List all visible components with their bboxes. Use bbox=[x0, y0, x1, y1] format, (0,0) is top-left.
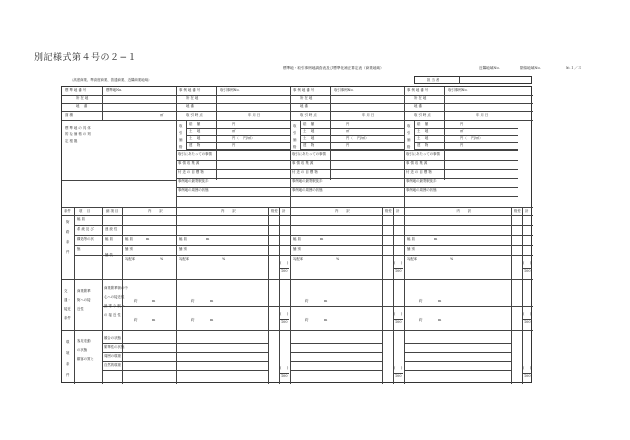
col1-value[interactable]: 取引事例No. bbox=[220, 88, 240, 92]
factor-block-1-pct: % bbox=[222, 257, 226, 261]
factor-block-2-total-label: 計 bbox=[396, 209, 400, 213]
factor-block-2-hundred-2: 100 bbox=[395, 374, 402, 378]
col2-land2: 土 地 bbox=[303, 136, 315, 140]
factor-block-2-score-label: 格差 bbox=[385, 209, 392, 213]
factor-block-2-paren-open-0: ( bbox=[394, 261, 396, 265]
factor-block-1-approx1-unit: m bbox=[210, 299, 214, 303]
factor-block-3-approx2: 約 bbox=[419, 318, 423, 322]
factor-block-1-hundred-2: 100 bbox=[281, 374, 288, 378]
factor-block-1-hundred-0: 100 bbox=[281, 269, 288, 273]
factor-block-0-env-2 bbox=[102, 361, 176, 362]
factor-block-3-left bbox=[404, 207, 405, 384]
col1-date: 年 月 日 bbox=[248, 113, 261, 117]
factor-block-3-score-label: 格差 bbox=[514, 209, 521, 213]
factor-block-1-paren-close-0: ) bbox=[287, 261, 289, 265]
factor-block-2-env-2 bbox=[290, 361, 382, 362]
factor-block-3-sub-1 bbox=[404, 235, 533, 236]
group-line-2 bbox=[62, 330, 533, 331]
col2-note-2: 付 近 の 目 標 物 bbox=[292, 170, 318, 174]
factor-top bbox=[62, 207, 533, 208]
factor-block-3-env-1 bbox=[404, 352, 511, 353]
factor-block-3-paren-open-1: ( bbox=[523, 312, 525, 316]
factor-block-2-env-1 bbox=[290, 352, 382, 353]
factor-block-1-mid-0 bbox=[176, 306, 290, 307]
street-pavement: 舗 装 bbox=[105, 253, 113, 257]
col3-price-bottom bbox=[404, 150, 518, 151]
factor-block-2-sub-3 bbox=[290, 255, 404, 256]
page-number: №.１／３ bbox=[566, 66, 582, 70]
factor-block-1-sub-3 bbox=[176, 255, 290, 256]
factor-block-2-width-unit: m bbox=[320, 237, 324, 241]
factor-block-1-left bbox=[176, 207, 177, 384]
col3-price-group: 取 引 価 格 bbox=[407, 124, 411, 149]
factor-block-1-width-unit: m bbox=[206, 237, 210, 241]
col1-bldg-unit: 円 bbox=[232, 143, 236, 147]
factor-block-2-sub-1 bbox=[290, 235, 404, 236]
factor-block-1-width: 幅 員 bbox=[179, 237, 187, 241]
col2-note-4: 事例地の周囲の状態 bbox=[292, 188, 323, 192]
col3-note-0: 取引にあたっての事情 bbox=[406, 152, 440, 156]
col1-row1: 地 番 bbox=[186, 104, 194, 108]
region-label: 近隣地域No. bbox=[479, 66, 500, 70]
factor-block-2-hundred-1: 100 bbox=[395, 320, 402, 324]
std-block-pct: % bbox=[160, 257, 164, 261]
col2-price-group: 取 引 価 格 bbox=[293, 124, 297, 149]
env-other-b: 繁華性の状態 bbox=[104, 345, 125, 349]
col1-land-unit: ㎡ bbox=[232, 129, 236, 133]
col1-price-line-0 bbox=[186, 128, 290, 129]
factor-block-2-pavement: 舗 別 bbox=[293, 247, 301, 251]
col3-row2: 取 引 時 点 bbox=[414, 113, 431, 117]
std-block-width-unit: m bbox=[146, 237, 150, 241]
col2-land: 土 地 bbox=[303, 129, 315, 133]
env-other-d: 自然的環境 bbox=[104, 363, 121, 367]
traffic-group: 交通・ 接近 条件 bbox=[64, 289, 71, 320]
col3-amount: 総 額 bbox=[417, 122, 429, 126]
factor-block-3-sub-3 bbox=[404, 255, 533, 256]
factor-block-2-approx2-unit: m bbox=[324, 318, 328, 322]
factor-block-0-env-1 bbox=[102, 352, 176, 353]
factor-block-0-env-3 bbox=[102, 370, 176, 371]
group-line-1 bbox=[62, 279, 533, 280]
factor-block-3-hundred-1: 100 bbox=[524, 320, 531, 324]
street-structure: 構造等の状 bbox=[77, 237, 94, 241]
col2-land2-unit: 円（ 円/㎡） bbox=[346, 136, 369, 140]
traffic-commerce: 商業繁華 街への接 近性 bbox=[77, 289, 91, 311]
factor-block-3-width-unit: m bbox=[434, 237, 438, 241]
factor-block-1-paren-open-2: ( bbox=[280, 366, 282, 370]
factor-block-3-sub-0 bbox=[404, 225, 533, 226]
factor-block-2-pct: % bbox=[336, 257, 340, 261]
col3-row0: 所 在 地 bbox=[414, 96, 427, 100]
factor-block-2-score bbox=[382, 207, 383, 384]
factor-block-1-gradient: 勾配率 bbox=[179, 257, 190, 261]
factor-block-3-total bbox=[522, 207, 523, 384]
col2-note-0: 取引にあたっての事情 bbox=[292, 152, 326, 156]
factor-v2 bbox=[102, 207, 103, 384]
factor-block-2-content: 内 訳 bbox=[335, 209, 350, 213]
col3-land2: 土 地 bbox=[417, 136, 429, 140]
factor-block-2-width: 幅 員 bbox=[293, 237, 301, 241]
col1-land2: 土 地 bbox=[189, 136, 201, 140]
factor-block-3-env-0 bbox=[404, 343, 511, 344]
inner-divider-1 bbox=[216, 87, 217, 180]
factor-block-1-hundred-1: 100 bbox=[281, 320, 288, 324]
col2-note-1: 事 情 収 集 源 bbox=[292, 161, 314, 165]
officer-label: 担 当 者 bbox=[427, 78, 440, 82]
factor-block-2-sub-0 bbox=[290, 225, 404, 226]
factor-block-3-score bbox=[511, 207, 512, 384]
col1-bldg: 建 物 bbox=[189, 143, 201, 147]
factor-block-0-sub-1 bbox=[74, 235, 176, 236]
factor-block-2-paren-open-2: ( bbox=[394, 366, 396, 370]
officer-divider bbox=[459, 77, 460, 84]
factor-block-3-mid-0 bbox=[404, 306, 533, 307]
survey-form bbox=[61, 86, 532, 383]
factor-block-3-approx1: 約 bbox=[419, 299, 423, 303]
factor-v1 bbox=[74, 207, 75, 384]
factor-block-2-sub-2 bbox=[290, 245, 404, 246]
factor-block-2-paren-close-1: ) bbox=[401, 312, 403, 316]
survey-types: （高度商業、準高度商業、普通商業、近隣商業地域） bbox=[70, 78, 152, 82]
factor-block-1-env-0 bbox=[176, 343, 268, 344]
form-subtitle: 標準地・取引事例地調査表及び標準化補正算定表（商業地域） bbox=[283, 66, 384, 70]
factor-block-3-paren-open-2: ( bbox=[523, 366, 525, 370]
col0-value[interactable]: 標準地No. bbox=[106, 88, 123, 92]
factor-col-detail: 細 項 目 bbox=[106, 209, 119, 213]
std-block-gradient: 勾配率 bbox=[125, 257, 136, 261]
col3-amount-unit: 円 bbox=[460, 122, 464, 126]
street-continuity: 連 続 性 bbox=[105, 227, 118, 231]
col3-date: 年 月 日 bbox=[476, 113, 489, 117]
form-title: 別記様式第４号の２−１ bbox=[34, 53, 138, 63]
col1-price-bottom bbox=[176, 150, 290, 151]
col0-valuation: 標 準 地 の 具 体 的 な 価 格 の 判 定 根 拠 bbox=[65, 126, 91, 143]
col1-amount-unit: 円 bbox=[232, 122, 236, 126]
factor-block-3-pavement: 舗 別 bbox=[407, 247, 415, 251]
col1-land: 土 地 bbox=[189, 129, 201, 133]
factor-block-1-total-label: 計 bbox=[282, 209, 286, 213]
factor-block-1-paren-close-1: ) bbox=[287, 312, 289, 316]
col2-heading: 事 例 地 番 号 bbox=[293, 88, 315, 92]
col3-price-line-0 bbox=[414, 128, 518, 129]
street-frontage: 幅 員 bbox=[105, 237, 113, 241]
col0-lot: 地 番 bbox=[76, 104, 88, 108]
factor-block-1-env-3 bbox=[176, 370, 268, 371]
col3-price-line-2 bbox=[414, 142, 518, 143]
factor-block-2-approx2: 約 bbox=[305, 318, 309, 322]
row-line-1 bbox=[62, 95, 533, 96]
factor-block-3-paren-close-0: ) bbox=[530, 261, 532, 265]
factor-block-3-content: 内 訳 bbox=[456, 209, 472, 213]
col3-note-3: 事例地の最寄駅徒歩 bbox=[406, 179, 437, 183]
factor-block-1-score-label: 格差 bbox=[271, 209, 278, 213]
factor-col-item: 項 目 bbox=[79, 209, 91, 213]
col2-value[interactable]: 取引事例No. bbox=[334, 88, 354, 92]
factor-block-2-paren-close-2: ) bbox=[401, 366, 403, 370]
col1-note-1: 事 情 収 集 源 bbox=[178, 161, 200, 165]
col1-note-line-4 bbox=[176, 196, 290, 197]
factor-block-2-paren-open-1: ( bbox=[394, 312, 396, 316]
col2-amount-unit: 円 bbox=[346, 122, 350, 126]
col3-note-4: 事例地の周囲の状態 bbox=[406, 188, 437, 192]
col2-row0: 所 在 地 bbox=[300, 96, 313, 100]
col1-amount: 総 額 bbox=[189, 122, 201, 126]
factor-block-3-pct: % bbox=[450, 257, 454, 261]
col3-land-unit: ㎡ bbox=[460, 129, 464, 133]
factor-header-line bbox=[62, 215, 533, 216]
col1-note-2: 付 近 の 目 標 物 bbox=[178, 170, 204, 174]
factor-block-2-left bbox=[290, 207, 291, 384]
std-block-approx1-unit: m bbox=[152, 299, 156, 303]
factor-block-3-paren-close-1: ) bbox=[530, 312, 532, 316]
row-line-2 bbox=[62, 103, 533, 104]
factor-block-3-hundred-0: 100 bbox=[524, 269, 531, 273]
col1-price-group: 取 引 価 格 bbox=[179, 124, 183, 149]
col3-land: 土 地 bbox=[417, 129, 429, 133]
factor-block-2-mid-0 bbox=[290, 306, 404, 307]
col1-note-4: 事例地の周囲の状態 bbox=[178, 188, 209, 192]
factor-block-3-approx1-unit: m bbox=[438, 299, 442, 303]
col3-heading: 事 例 地 番 号 bbox=[407, 88, 429, 92]
col1-note-0: 取引にあたっての事情 bbox=[178, 152, 212, 156]
factor-block-2-hundred-0: 100 bbox=[395, 269, 402, 273]
factor-block-1-sub-2 bbox=[176, 245, 290, 246]
col0-bottom bbox=[62, 180, 176, 181]
factor-block-0-env-0 bbox=[102, 343, 176, 344]
factor-block-3-env-2 bbox=[404, 361, 511, 362]
col1-land2-unit: 円（ 円/㎡） bbox=[232, 136, 255, 140]
factor-block-2-approx1-unit: m bbox=[324, 299, 328, 303]
col3-land2-unit: 円（ 円/㎡） bbox=[460, 136, 483, 140]
env-other-c: 周囲の環境 bbox=[104, 354, 121, 358]
col1-price-line-2 bbox=[186, 142, 290, 143]
env-group: 環 境 条 件 bbox=[66, 340, 70, 377]
factor-block-1-content: 内 訳 bbox=[221, 209, 236, 213]
col0-area-label: 面 積 bbox=[65, 113, 73, 117]
std-block-pavement: 舗 別 bbox=[125, 247, 133, 251]
col0-area-unit: ㎡ bbox=[160, 113, 164, 117]
factor-block-1-sub-1 bbox=[176, 235, 290, 236]
std-block-approx1: 約 bbox=[134, 299, 138, 303]
col3-value[interactable]: 取引事例No. bbox=[448, 88, 468, 92]
factor-block-2-paren-close-0: ) bbox=[401, 261, 403, 265]
col0-location: 所 在 地 bbox=[76, 96, 89, 100]
factor-block-3-paren-close-2: ) bbox=[530, 366, 532, 370]
factor-block-1-paren-close-2: ) bbox=[287, 366, 289, 370]
factor-block-3-total-label: 計 bbox=[525, 209, 529, 213]
street-system: 系 統 及 び bbox=[77, 227, 94, 231]
street-structure2: 態 bbox=[77, 247, 81, 251]
col2-bldg-unit: 円 bbox=[346, 143, 350, 147]
env-client: 客足変動 の状態 顧客の質と bbox=[77, 339, 94, 361]
factor-block-0-sub-0 bbox=[74, 225, 176, 226]
col0-heading: 標 準 地 番 号 bbox=[65, 88, 87, 92]
col1-heading: 事 例 地 番 号 bbox=[179, 88, 201, 92]
factor-block-1-pavement: 舗 別 bbox=[179, 247, 187, 251]
traffic-center-a: 商業繁華街の中 bbox=[104, 286, 128, 290]
col3-note-2: 付 近 の 目 標 物 bbox=[406, 170, 432, 174]
factor-block-0-sub-2 bbox=[74, 245, 176, 246]
row-line-4 bbox=[62, 120, 533, 121]
factor-block-2-total bbox=[393, 207, 394, 384]
traffic-station-a: 最 寄 り 駅 へ bbox=[104, 304, 126, 308]
factor-block-1-total bbox=[279, 207, 280, 384]
factor-block-2-env-3 bbox=[290, 370, 382, 371]
factor-block-1-paren-open-0: ( bbox=[280, 261, 282, 265]
factor-block-3-hundred-2: 100 bbox=[524, 374, 531, 378]
street-group: 街 路 条 件 bbox=[66, 220, 70, 254]
col2-price-line-2 bbox=[300, 142, 404, 143]
col2-bldg: 建 物 bbox=[303, 143, 315, 147]
std-block-approx2-unit: m bbox=[152, 318, 156, 322]
factor-block-1-sub-0 bbox=[176, 225, 290, 226]
traffic-center-b: 心への接近性 bbox=[104, 295, 125, 299]
factor-block-1-approx2: 約 bbox=[191, 318, 195, 322]
row-line-3 bbox=[62, 111, 533, 112]
factor-block-1-paren-open-1: ( bbox=[280, 312, 282, 316]
factor-col-content: 内 訳 bbox=[148, 209, 163, 213]
col2-date: 年 月 日 bbox=[362, 113, 375, 117]
col2-note-3: 事例地の最寄駅徒歩 bbox=[292, 179, 323, 183]
col3-bldg-unit: 円 bbox=[460, 143, 464, 147]
col3-row1: 地 番 bbox=[414, 104, 422, 108]
col2-land-unit: ㎡ bbox=[346, 129, 350, 133]
factor-block-1-approx2-unit: m bbox=[210, 318, 214, 322]
factor-block-1-env-2 bbox=[176, 361, 268, 362]
col2-price-line-0 bbox=[300, 128, 404, 129]
col2-price-bottom bbox=[290, 150, 404, 151]
officer-box[interactable] bbox=[414, 76, 532, 84]
factor-block-2-approx1: 約 bbox=[305, 299, 309, 303]
col1-row2: 取 引 時 点 bbox=[186, 113, 203, 117]
factor-block-3-env-3 bbox=[404, 370, 511, 371]
factor-block-1-approx1: 約 bbox=[191, 299, 195, 303]
inner-divider-2 bbox=[330, 87, 331, 180]
factor-block-3-gradient: 勾配率 bbox=[407, 257, 418, 261]
col1-row0: 所 在 地 bbox=[186, 96, 199, 100]
factor-block-3-sub-2 bbox=[404, 245, 533, 246]
factor-block-3-paren-open-0: ( bbox=[523, 261, 525, 265]
factor-block-2-gradient: 勾配率 bbox=[293, 257, 304, 261]
std-block-width: 幅 員 bbox=[125, 237, 133, 241]
similar-label: 類似地域No. bbox=[520, 66, 541, 70]
col1-note-3: 事例地の最寄駅徒歩 bbox=[178, 179, 209, 183]
col2-row1: 地 番 bbox=[300, 104, 308, 108]
inner-divider-3 bbox=[444, 87, 445, 180]
env-other-a: 競合の状態 bbox=[104, 336, 121, 340]
factor-block-1-score bbox=[268, 207, 269, 384]
factor-col-cond: 条件 bbox=[64, 209, 71, 213]
factor-block-3-width: 幅 員 bbox=[407, 237, 415, 241]
col2-note-line-4 bbox=[290, 196, 404, 197]
factor-block-0-sub-3 bbox=[74, 255, 176, 256]
std-block-approx2: 約 bbox=[134, 318, 138, 322]
col2-amount: 総 額 bbox=[303, 122, 315, 126]
factor-block-2-env-0 bbox=[290, 343, 382, 344]
col3-bldg: 建 物 bbox=[417, 143, 429, 147]
col3-note-1: 事 情 収 集 源 bbox=[406, 161, 428, 165]
factor-block-3-approx2-unit: m bbox=[438, 318, 442, 322]
factor-block-1-env-1 bbox=[176, 352, 268, 353]
col2-row2: 取 引 時 点 bbox=[300, 113, 317, 117]
traffic-station-b: の 接 近 性 bbox=[104, 313, 121, 317]
street-width: 幅 員 bbox=[77, 217, 85, 221]
col3-note-line-4 bbox=[404, 196, 518, 197]
